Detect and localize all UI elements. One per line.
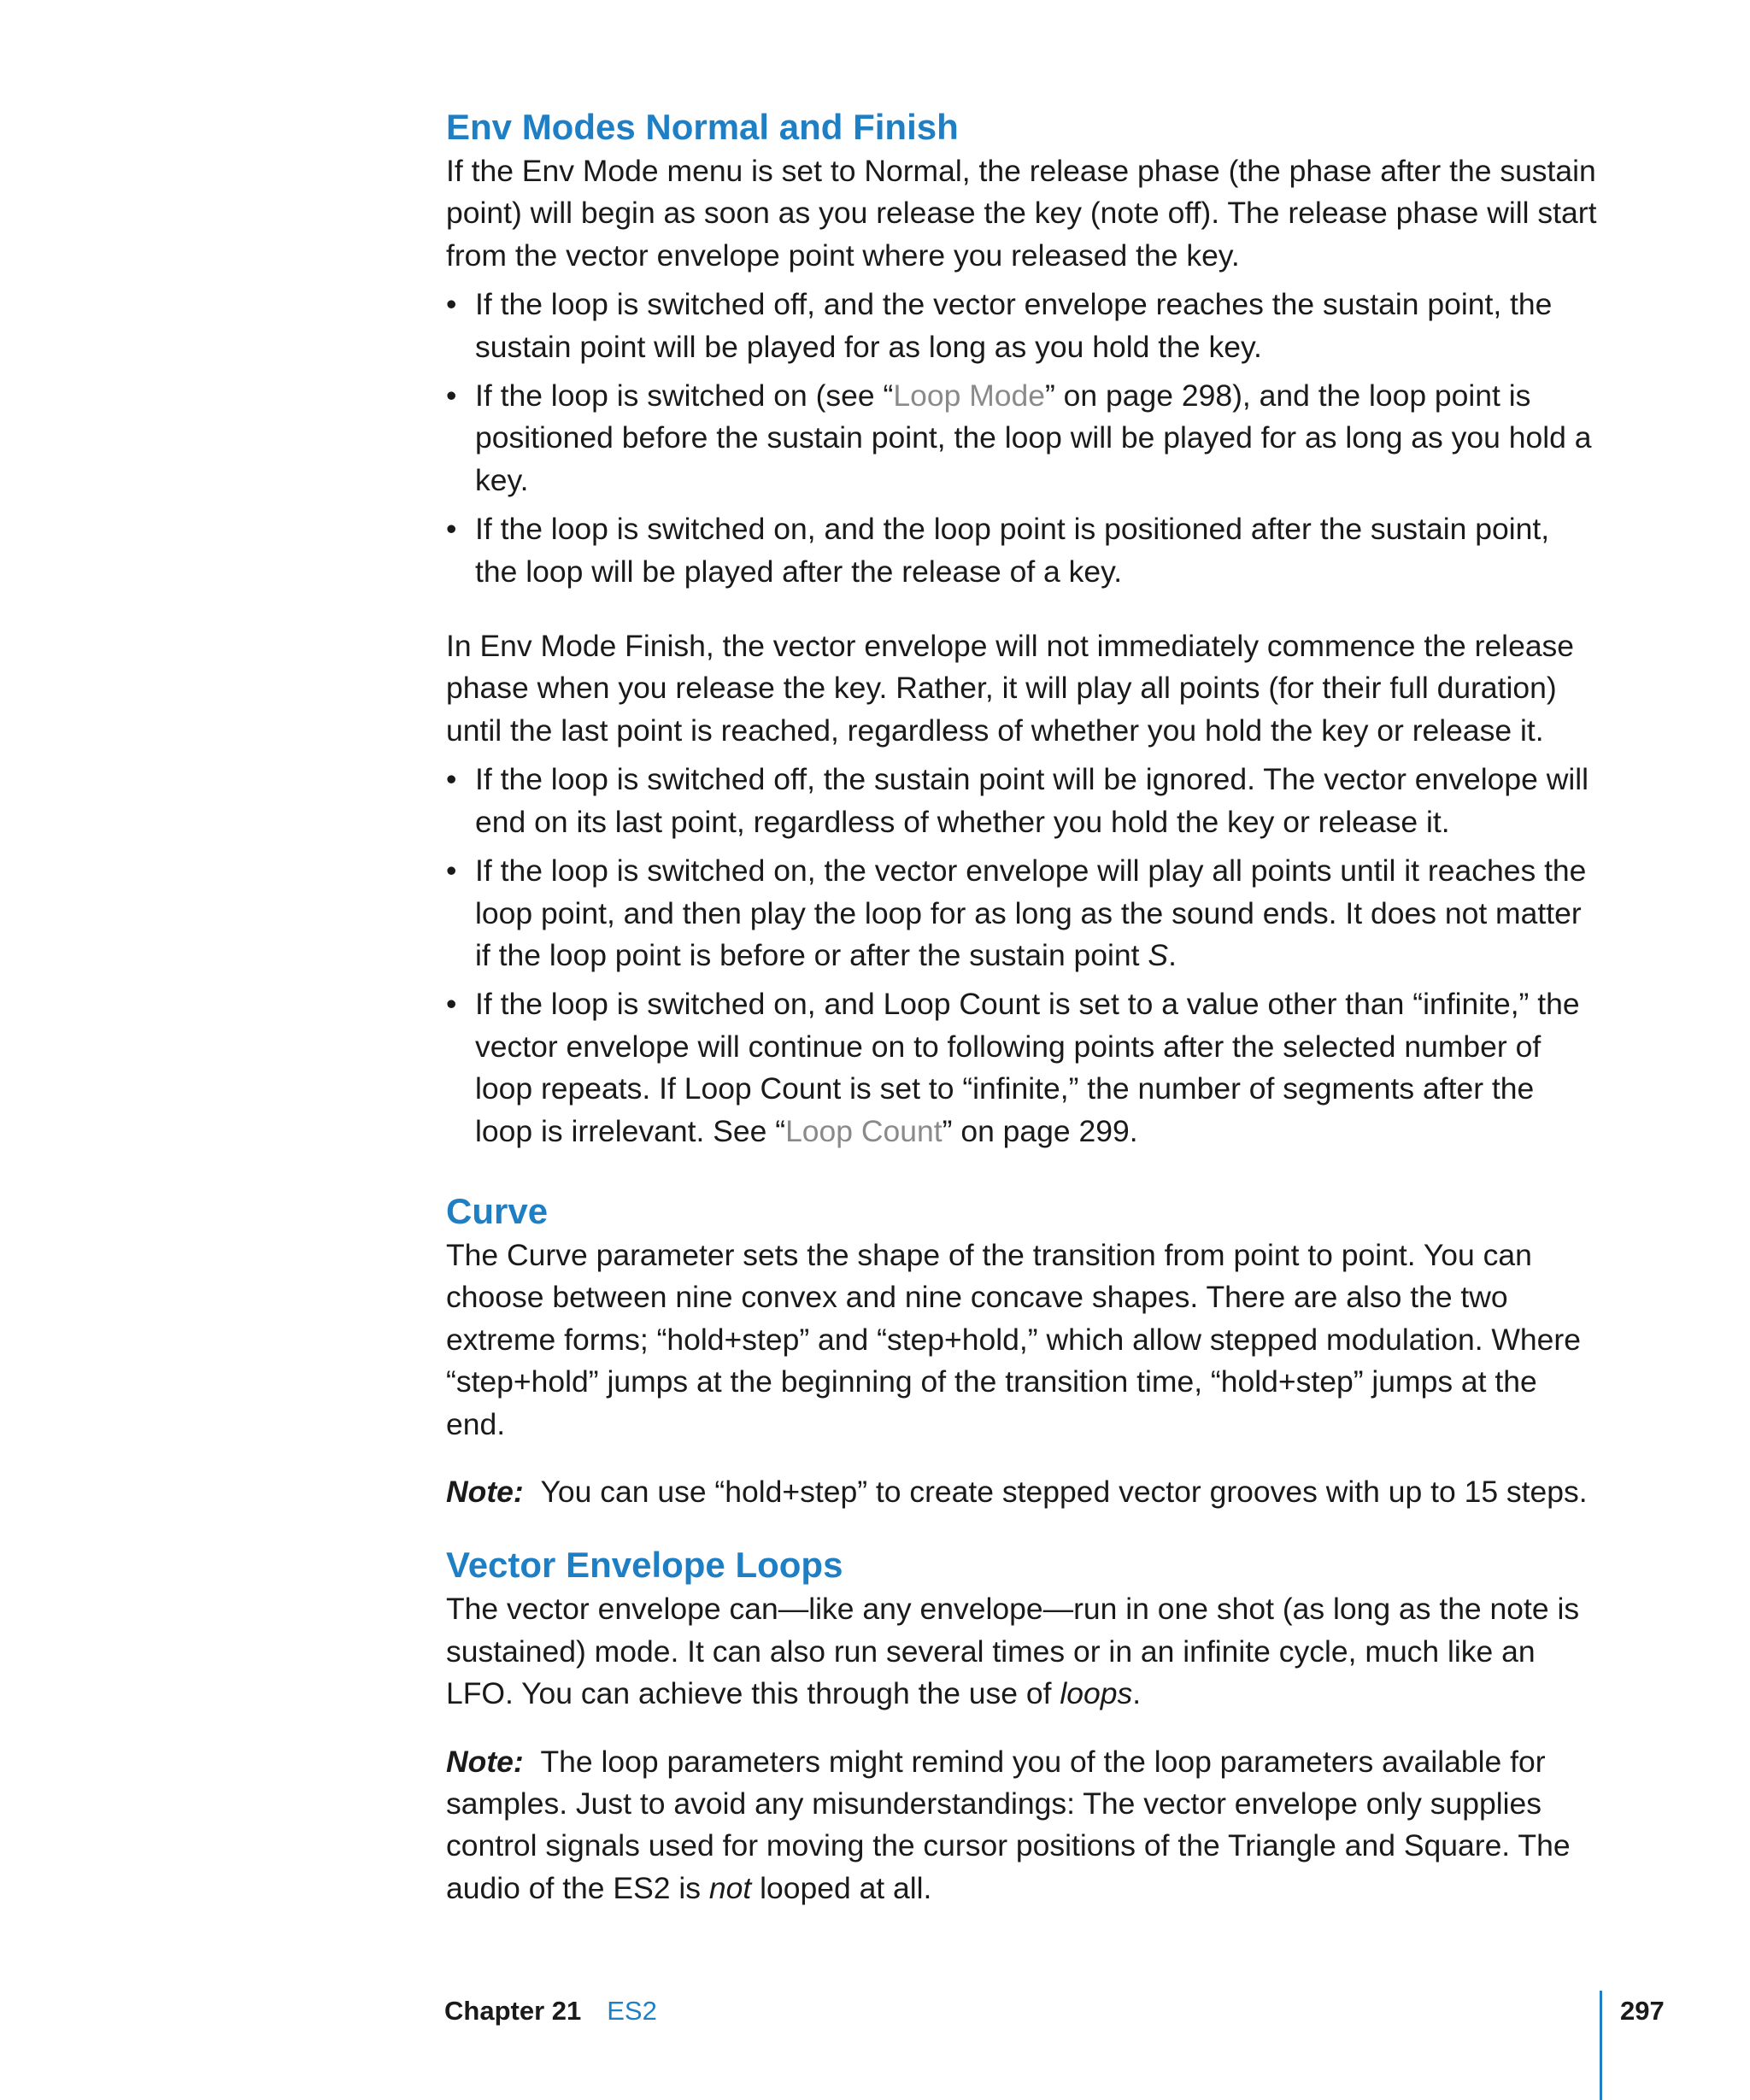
- page-content: [446, 104, 1600, 1909]
- list-item: • If the loop is switched on, and Loop Count is set to a value other than “infinite,” the vector envelope will continue on to following points after the selected number of loop repeats. If Loop Count is set to “infinite,” the number of segments after the loop is irrelevant. See “Loop Count” on page 299.: [446, 983, 1600, 1153]
- page-number: 297: [1620, 1996, 1665, 2026]
- section-label: ES2: [607, 1996, 657, 2026]
- env-mode-finish-intro: In Env Mode Finish, the vector envelope will not immediately commence the release phase when you release the key. Rather, it will play all points (for their full duration) until the last point is reached, regardless of whether you hold the key or release it.: [446, 629, 1575, 748]
- list-item: • If the loop is switched off, the sustain point will be ignored. The vector envelope will end on its last point, regardless of whether you hold the key or release it.: [446, 759, 1600, 843]
- env-modes-intro: If the Env Mode menu is set to Normal, the release phase (the phase after the sustain point) will begin as soon as you release the key (note off). The release phase will start from the vector envelope point where you released the key.: [446, 154, 1597, 273]
- page-footer: [444, 1994, 657, 2028]
- note-label: Note:: [446, 1744, 524, 1779]
- list-item: • If the loop is switched off, and the vector envelope reaches the sustain point, the sustain point will be played for as long as you hold the key.: [446, 284, 1600, 368]
- heading-curve: Curve: [446, 1190, 549, 1231]
- bullet-icon: •: [446, 378, 457, 414]
- finish-mode-bullet-list: [446, 759, 1600, 1153]
- footer-divider: [1600, 1991, 1602, 2100]
- loops-body: The vector envelope can—like any envelope—run in one shot (as long as the note is sustained) mode. It can also run several times or in an infinite cycle, much like an LFO. You can achieve this through the use of loops.: [446, 1592, 1580, 1711]
- curve-body: The Curve parameter sets the shape of the transition from point to point. You can choose between nine convex and nine concave shapes. There are also the two extreme forms; “hold+step” and “step+hold,” which allow stepped modulation. Where “step+hold” jumps at the beginning of the transition time, “hold+step” jumps at the end.: [446, 1237, 1581, 1441]
- bullet-icon: •: [446, 762, 457, 797]
- loops-note: Note: The loop parameters might remind you of the loop parameters available for samples. Just to avoid any misunderstandings: The vector envelope only supplies control signals used for moving the cursor positions of the Triangle and Square. The audio of the ES2 is not looped at all.: [446, 1744, 1571, 1905]
- list-item: • If the loop is switched on (see “Loop Mode” on page 298), and the loop point is positioned before the sustain point, the loop will be played for as long as you hold a key.: [446, 375, 1600, 502]
- bullet-icon: •: [446, 287, 457, 322]
- loop-count-link[interactable]: Loop Count: [785, 1113, 943, 1148]
- normal-mode-bullet-list: [446, 284, 1600, 593]
- note-label: Note:: [446, 1474, 524, 1509]
- list-item: • If the loop is switched on, the vector envelope will play all points until it reaches the loop point, and then play the loop for as long as the sound ends. It does not matter if the loop point is before or after the sustain point S.: [446, 850, 1600, 977]
- bullet-icon: •: [446, 853, 457, 889]
- bullet-icon: •: [446, 987, 457, 1022]
- list-item: • If the loop is switched on, and the loop point is positioned after the sustain point, the loop will be played after the release of a key.: [446, 508, 1600, 593]
- chapter-label: Chapter 21: [444, 1996, 582, 2026]
- heading-vector-envelope-loops: Vector Envelope Loops: [446, 1545, 843, 1586]
- curve-note: Note: You can use “hold+step” to create stepped vector grooves with up to 15 steps.: [446, 1474, 1588, 1509]
- bullet-icon: •: [446, 512, 457, 547]
- loop-mode-link[interactable]: Loop Mode: [893, 378, 1045, 414]
- heading-env-modes: Env Modes Normal and Finish: [446, 107, 959, 147]
